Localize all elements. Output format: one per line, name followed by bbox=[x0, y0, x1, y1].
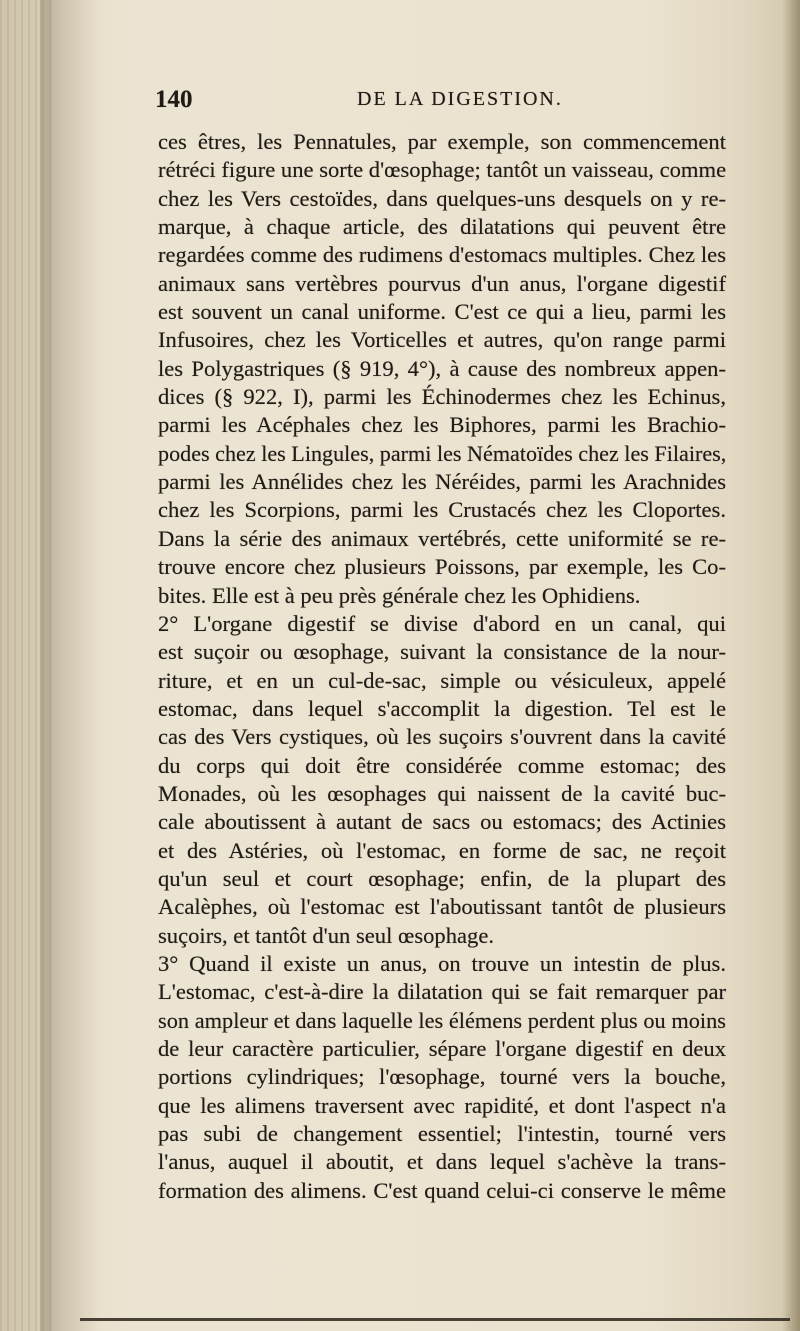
text-line: ces êtres, les Pennatules, par exemple, son commencement bbox=[158, 129, 726, 154]
text-line: formation des alimens. C'est quand celui-ci conserve le même bbox=[158, 1177, 726, 1203]
text-line: trouve encore chez plusieurs Poissons, par exemple, les Co- bbox=[158, 554, 726, 580]
text-line: chez les Scorpions, parmi les Crustacés chez les Cloportes. bbox=[158, 497, 726, 523]
text-line: cas des Vers cystiques, où les suçoirs s'ouvrent dans la cavité bbox=[158, 724, 726, 750]
text-line: portions cylindriques; l'œsophage, tourné vers la bouche, bbox=[158, 1064, 726, 1090]
text-line: Acalèphes, où l'estomac est l'aboutissant tantôt de plusieurs bbox=[158, 894, 726, 920]
text-line: Infusoires, chez les Vorticelles et autres, qu'on range parmi bbox=[158, 327, 726, 353]
text-line: L'estomac, c'est-à-dire la dilatation qui se fait remarquer par bbox=[158, 979, 726, 1005]
body-text bbox=[158, 128, 726, 1205]
bottom-rule bbox=[80, 1318, 790, 1321]
running-header bbox=[155, 86, 735, 114]
text-line: du corps qui doit être considérée comme estomac; des bbox=[158, 752, 726, 778]
text-line: parmi les Annélides chez les Néréides, parmi les Arachnides bbox=[158, 469, 726, 495]
text-line: de leur caractère particulier, sépare l'organe digestif en deux bbox=[158, 1036, 726, 1061]
text-line: son ampleur et dans laquelle les élémens perdent plus ou moins bbox=[158, 1007, 726, 1033]
text-line: regardées comme des rudimens d'estomacs multiples. Chez les bbox=[158, 242, 726, 268]
text-line: les Polygastriques (§ 919, 4°), à cause des nombreux appen- bbox=[158, 355, 726, 381]
page-number: 140 bbox=[155, 86, 193, 113]
page-edge-shadow bbox=[782, 0, 800, 1331]
text-line: 3° Quand il existe un anus, on trouve un intestin de plus. bbox=[158, 950, 726, 976]
text-line: l'anus, auquel il aboutit, et dans lequel s'achève la trans- bbox=[158, 1149, 726, 1175]
text-line: estomac, dans lequel s'accomplit la digestion. Tel est le bbox=[158, 695, 726, 721]
text-line: 2° L'organe digestif se divise d'abord en un canal, qui bbox=[158, 610, 726, 636]
text-line: bites. Elle est à peu près générale chez les Ophidiens. bbox=[158, 582, 641, 608]
running-title: DE LA DIGESTION. bbox=[357, 88, 563, 110]
text-line: est suçoir ou œsophage, suivant la consistance de la nour- bbox=[158, 639, 726, 665]
text-line: cale aboutissent à autant de sacs ou estomacs; des Actinies bbox=[158, 809, 726, 835]
text-line: qu'un seul et court œsophage; enfin, de la plupart des bbox=[158, 865, 726, 891]
text-line: riture, et en un cul-de-sac, simple ou vésiculeux, appelé bbox=[158, 667, 726, 693]
text-line: rétréci figure une sorte d'œsophage; tantôt un vaisseau, comme bbox=[158, 157, 727, 183]
text-line: Monades, où les œsophages qui naissent de la cavité buc- bbox=[158, 780, 726, 806]
text-line: que les alimens traversent avec rapidité, et dont l'aspect n'a bbox=[158, 1092, 726, 1118]
text-line: pas subi de changement essentiel; l'intestin, tourné vers bbox=[158, 1121, 726, 1147]
text-line: dices (§ 922, I), parmi les Échinodermes chez les Echinus, bbox=[158, 384, 726, 410]
text-line: parmi les Acéphales chez les Biphores, parmi les Brachio- bbox=[158, 412, 726, 438]
text-line: animaux sans vertèbres pourvus d'un anus, l'organe digestif bbox=[158, 270, 726, 296]
text-line: marque, à chaque article, des dilatations qui peuvent être bbox=[158, 214, 726, 240]
text-line: est souvent un canal uniforme. C'est ce qui a lieu, parmi les bbox=[158, 299, 726, 325]
text-line: podes chez les Lingules, parmi les Nématoïdes chez les Filaires, bbox=[158, 440, 727, 466]
text-line: suçoirs, et tantôt d'un seul œsophage. bbox=[158, 922, 495, 948]
text-line: et des Astéries, où l'estomac, en forme de sac, ne reçoit bbox=[158, 837, 726, 863]
text-line: chez les Vers cestoïdes, dans quelques-uns desquels on y re- bbox=[158, 185, 726, 211]
text-line: Dans la série des animaux vertébrés, cette uniformité se re- bbox=[158, 525, 726, 551]
gutter-shadow bbox=[40, 0, 100, 1331]
